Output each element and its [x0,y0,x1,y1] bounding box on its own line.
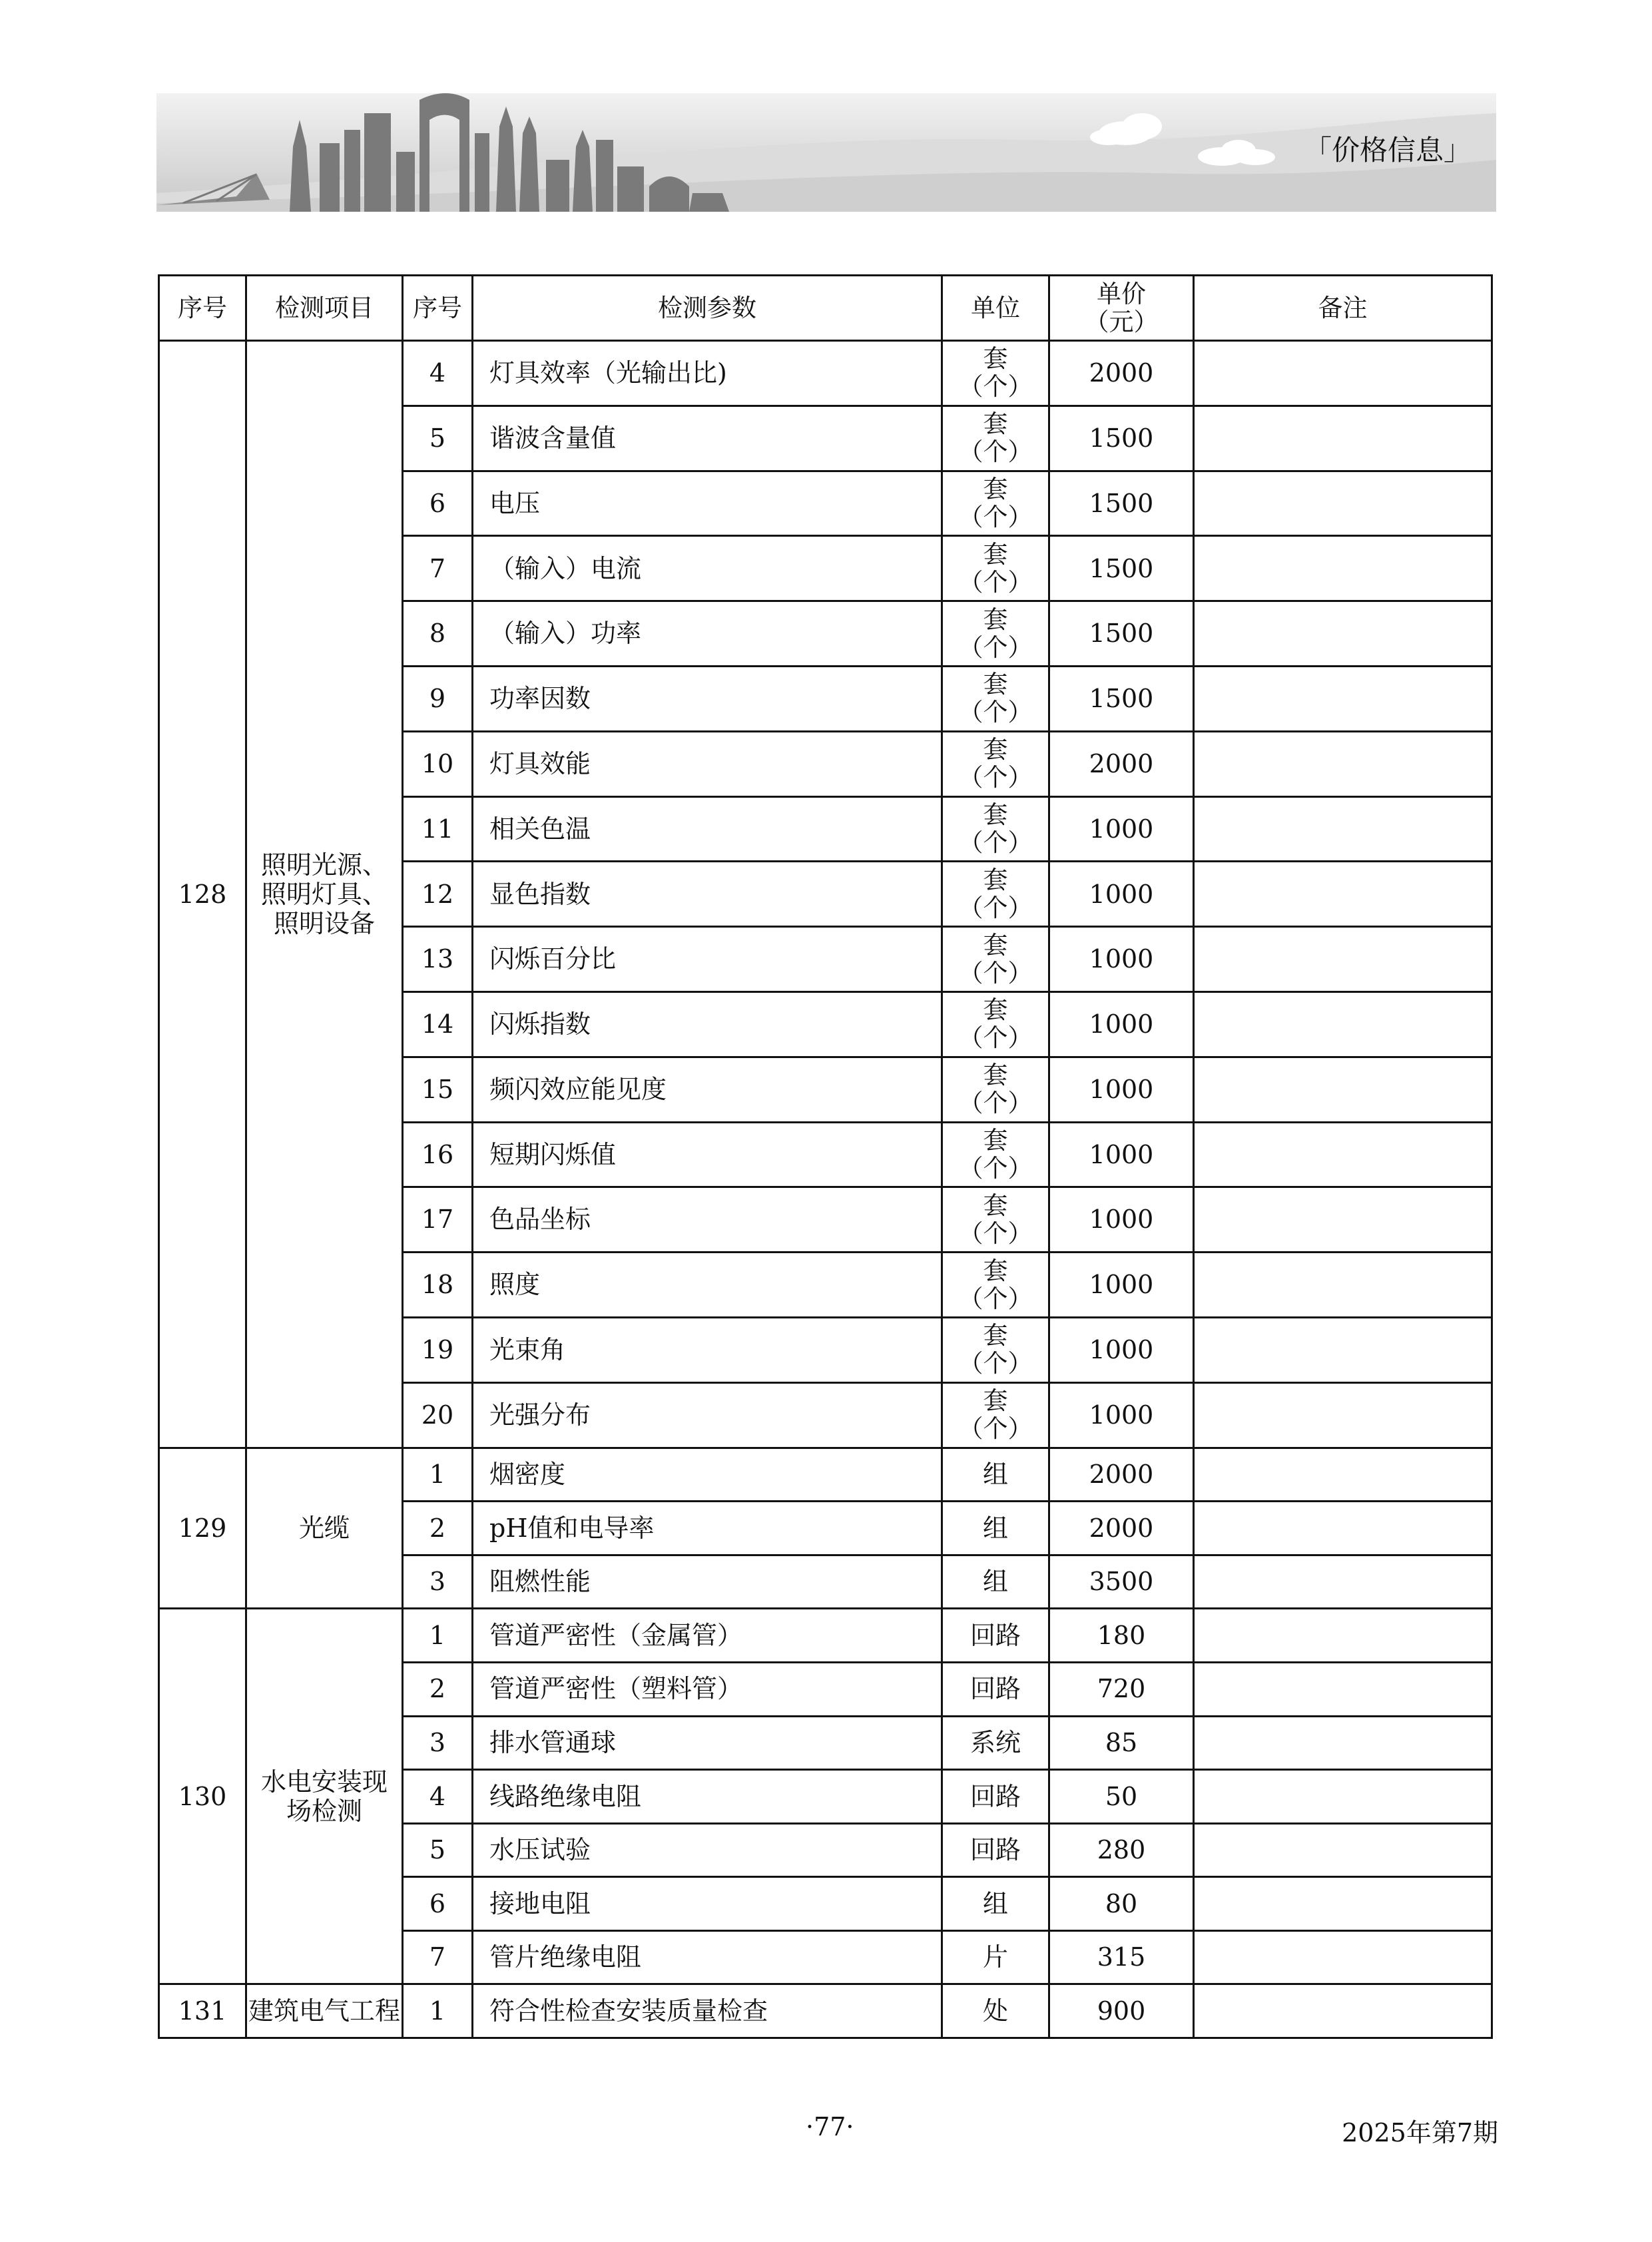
row-price-cell: 1000 [1049,991,1194,1057]
row-sub-seq-cell: 8 [403,601,473,667]
row-sub-seq-cell: 10 [403,731,473,796]
table-row [159,341,1492,406]
group-item-line: 照明设备 [273,908,375,938]
row-remark-cell [1194,1609,1492,1663]
row-param-cell: 灯具效能 [473,731,942,796]
row-unit-cell [942,862,1049,927]
row-price-cell: 720 [1049,1662,1194,1716]
row-sub-seq-cell: 2 [403,1662,473,1716]
row-unit-cell [942,1770,1049,1824]
row-price-cell: 85 [1049,1716,1194,1770]
row-unit-line: 套 [983,995,1008,1025]
header-seq: 序号 [159,276,246,341]
row-unit-cell [942,406,1049,471]
row-remark-cell [1194,1930,1492,1984]
row-param-cell: 相关色温 [473,796,942,862]
row-unit-cell [942,1253,1049,1318]
row-param-cell: 管道严密性（塑料管） [473,1662,942,1716]
row-unit-line: 套 [983,1386,1008,1416]
row-sub-seq-cell: 17 [403,1187,473,1253]
table-body [159,341,1492,2038]
row-price-cell: 2000 [1049,341,1194,406]
row-unit-line: 回路 [969,1781,1021,1811]
row-remark-cell [1194,341,1492,406]
header-unit: 单位 [942,276,1049,341]
row-price-cell: 2000 [1049,1502,1194,1555]
row-unit-line: （个） [958,1219,1033,1248]
row-unit-cell [942,1823,1049,1877]
row-price-cell: 1000 [1049,1382,1194,1448]
row-unit-cell [942,1122,1049,1187]
page-number: ·77· [806,2112,854,2141]
row-price-cell: 1000 [1049,796,1194,862]
row-price-cell: 1000 [1049,1317,1194,1382]
row-unit-cell [942,1448,1049,1502]
row-param-cell: （输入）功率 [473,601,942,667]
row-sub-seq-cell: 2 [403,1502,473,1555]
row-unit-line: （个） [958,958,1033,987]
issue-label: 2025年第7期 [1342,2118,1498,2147]
skyline-banner-graphic [156,93,1496,212]
row-sub-seq-cell: 6 [403,471,473,536]
row-unit-cell [942,991,1049,1057]
group-item-line: 水电安装现 [260,1767,388,1797]
row-unit-line: （个） [958,828,1033,857]
group-seq-cell: 130 [159,1609,246,1984]
row-remark-cell [1194,991,1492,1057]
row-sub-seq-cell: 7 [403,1930,473,1984]
row-unit-line: 片 [982,1942,1008,1972]
row-unit-cell [942,1984,1049,2038]
row-unit-cell [942,471,1049,536]
row-price-cell: 1000 [1049,862,1194,927]
row-param-cell: 线路绝缘电阻 [473,1770,942,1824]
row-unit-cell [942,536,1049,601]
row-unit-line: （个） [958,633,1033,662]
row-unit-cell [942,796,1049,862]
row-unit-line: 套 [983,1256,1008,1285]
row-price-cell: 2000 [1049,1448,1194,1502]
row-remark-cell [1194,1448,1492,1502]
row-price-cell: 1500 [1049,536,1194,601]
row-sub-seq-cell: 4 [403,341,473,406]
row-unit-line: （个） [958,893,1033,922]
row-unit-cell [942,1662,1049,1716]
row-param-cell: 谐波含量值 [473,406,942,471]
row-unit-line: 组 [982,1888,1008,1918]
row-remark-cell [1194,536,1492,601]
row-remark-cell [1194,796,1492,862]
row-remark-cell [1194,1253,1492,1318]
row-unit-line: 套 [983,930,1008,960]
row-unit-line: 系统 [969,1728,1021,1758]
row-unit-cell [942,1877,1049,1931]
row-unit-line: 回路 [969,1620,1021,1650]
group-item-line: 光缆 [298,1513,350,1543]
row-sub-seq-cell: 9 [403,666,473,731]
row-unit-line: 套 [983,800,1008,829]
table-header-row [159,276,1492,341]
row-param-cell: 频闪效应能见度 [473,1057,942,1122]
row-param-cell: 灯具效率（光输出比) [473,341,942,406]
row-unit-line: 套 [983,865,1008,894]
row-price-cell: 1500 [1049,471,1194,536]
row-unit-cell [942,1716,1049,1770]
row-price-cell: 2000 [1049,731,1194,796]
row-unit-line: （个） [958,1023,1033,1053]
group-item-cell [246,1448,403,1609]
row-param-cell: 管片绝缘电阻 [473,1930,942,1984]
row-unit-line: 回路 [969,1674,1021,1704]
row-unit-line: 套 [983,1061,1008,1090]
row-remark-cell [1194,1057,1492,1122]
group-seq-cell: 129 [159,1448,246,1609]
row-param-cell: 符合性检查安装质量检查 [473,1984,942,2038]
row-param-cell: 管道严密性（金属管） [473,1609,942,1663]
group-item-line: 照明灯具、 [260,879,388,909]
row-price-cell: 3500 [1049,1555,1194,1609]
header-item: 检测项目 [246,276,403,341]
row-unit-line: 套 [983,539,1008,569]
header-remark: 备注 [1194,276,1492,341]
row-sub-seq-cell: 5 [403,1823,473,1877]
table-row [159,1984,1492,2038]
row-unit-cell [942,1317,1049,1382]
row-unit-line: 套 [983,1125,1008,1155]
row-unit-cell [942,1382,1049,1448]
row-sub-seq-cell: 15 [403,1057,473,1122]
group-item-cell [246,341,403,1448]
row-sub-seq-cell: 20 [403,1382,473,1448]
row-sub-seq-cell: 4 [403,1770,473,1824]
row-unit-line: （个） [958,437,1033,467]
row-unit-line: 套 [983,605,1008,634]
group-seq-cell: 131 [159,1984,246,2038]
row-unit-cell [942,927,1049,992]
row-param-cell: 短期闪烁值 [473,1122,942,1187]
row-sub-seq-cell: 1 [403,1984,473,2038]
row-sub-seq-cell: 6 [403,1877,473,1931]
row-sub-seq-cell: 5 [403,406,473,471]
row-param-cell: 闪烁百分比 [473,927,942,992]
row-sub-seq-cell: 12 [403,862,473,927]
group-seq-cell: 128 [159,341,246,1448]
row-remark-cell [1194,1877,1492,1931]
row-sub-seq-cell: 14 [403,991,473,1057]
row-remark-cell [1194,1984,1492,2038]
header-param: 检测参数 [473,276,942,341]
row-param-cell: 阻燃性能 [473,1555,942,1609]
row-sub-seq-cell: 19 [403,1317,473,1382]
row-unit-line: （个） [958,1089,1033,1118]
row-unit-line: 组 [982,1513,1008,1543]
row-unit-cell [942,601,1049,667]
row-unit-cell [942,731,1049,796]
row-param-cell: 电压 [473,471,942,536]
row-sub-seq-cell: 7 [403,536,473,601]
row-unit-line: 组 [982,1567,1008,1597]
row-price-cell: 1000 [1049,1057,1194,1122]
row-param-cell: （输入）电流 [473,536,942,601]
row-sub-seq-cell: 3 [403,1716,473,1770]
header-price-line2: （元） [1084,307,1159,336]
row-unit-line: （个） [958,567,1033,597]
row-remark-cell [1194,1502,1492,1555]
row-remark-cell [1194,862,1492,927]
row-unit-cell [942,666,1049,731]
row-unit-line: 套 [983,410,1008,439]
row-price-cell: 280 [1049,1823,1194,1877]
row-unit-line: （个） [958,1153,1033,1183]
row-price-cell: 1000 [1049,1122,1194,1187]
row-sub-seq-cell: 16 [403,1122,473,1187]
row-unit-line: 套 [983,1321,1008,1350]
row-param-cell: 显色指数 [473,862,942,927]
row-remark-cell [1194,471,1492,536]
group-item-line: 建筑电气工程 [248,1996,400,2026]
row-price-cell: 1500 [1049,601,1194,667]
row-remark-cell [1194,1662,1492,1716]
row-unit-line: （个） [958,1349,1033,1378]
row-remark-cell [1194,1770,1492,1824]
row-param-cell: 功率因数 [473,666,942,731]
row-param-cell: 照度 [473,1253,942,1318]
row-unit-cell [942,1187,1049,1253]
row-price-cell: 1000 [1049,1253,1194,1318]
row-unit-cell [942,1555,1049,1609]
table-row [159,1448,1492,1502]
row-remark-cell [1194,601,1492,667]
row-unit-line: 套 [983,474,1008,503]
row-unit-line: 组 [982,1460,1008,1490]
row-price-cell: 180 [1049,1609,1194,1663]
row-sub-seq-cell: 13 [403,927,473,992]
row-remark-cell [1194,1122,1492,1187]
row-remark-cell [1194,1823,1492,1877]
column-label: 「价格信息」 [1303,134,1472,166]
row-unit-line: （个） [958,1284,1033,1313]
row-remark-cell [1194,406,1492,471]
group-item-cell [246,1609,403,1984]
row-sub-seq-cell: 18 [403,1253,473,1318]
header-banner [156,93,1496,212]
row-price-cell: 50 [1049,1770,1194,1824]
row-remark-cell [1194,1317,1492,1382]
header-price-line1: 单价 [1097,280,1146,309]
row-sub-seq-cell: 1 [403,1609,473,1663]
row-param-cell: 排水管通球 [473,1716,942,1770]
header-price [1049,276,1194,341]
row-sub-seq-cell: 1 [403,1448,473,1502]
row-unit-cell [942,1057,1049,1122]
row-unit-cell [942,1502,1049,1555]
row-param-cell: 闪烁指数 [473,991,942,1057]
row-unit-line: 处 [982,1996,1008,2026]
row-remark-cell [1194,731,1492,796]
row-param-cell: 接地电阻 [473,1877,942,1931]
row-price-cell: 1000 [1049,1187,1194,1253]
price-table [158,274,1493,2039]
row-price-cell: 315 [1049,1930,1194,1984]
table-row [159,1609,1492,1663]
row-unit-line: （个） [958,502,1033,531]
row-remark-cell [1194,927,1492,992]
row-unit-cell [942,1930,1049,1984]
row-remark-cell [1194,1555,1492,1609]
row-unit-line: 套 [983,1191,1008,1220]
row-price-cell: 1500 [1049,406,1194,471]
row-unit-line: （个） [958,1414,1033,1444]
row-price-cell: 1500 [1049,666,1194,731]
row-unit-line: （个） [958,372,1033,402]
row-unit-line: 套 [983,735,1008,764]
row-price-cell: 1000 [1049,927,1194,992]
row-param-cell: 光束角 [473,1317,942,1382]
row-param-cell: 色品坐标 [473,1187,942,1253]
row-unit-line: 回路 [969,1835,1021,1865]
group-item-cell [246,1984,403,2038]
row-param-cell: 水压试验 [473,1823,942,1877]
row-remark-cell [1194,1716,1492,1770]
row-price-cell: 900 [1049,1984,1194,2038]
row-unit-line: 套 [983,670,1008,699]
row-param-cell: pH值和电导率 [473,1502,942,1555]
group-item-line: 场检测 [286,1796,362,1826]
row-unit-cell [942,1609,1049,1663]
row-unit-cell [942,341,1049,406]
group-item-line: 照明光源、 [260,850,388,880]
row-sub-seq-cell: 3 [403,1555,473,1609]
row-remark-cell [1194,666,1492,731]
row-param-cell: 烟密度 [473,1448,942,1502]
row-unit-line: 套 [983,344,1008,374]
row-price-cell: 80 [1049,1877,1194,1931]
row-unit-line: （个） [958,698,1033,727]
header-sub-seq: 序号 [403,276,473,341]
row-sub-seq-cell: 11 [403,796,473,862]
row-remark-cell [1194,1382,1492,1448]
row-unit-line: （个） [958,763,1033,792]
row-param-cell: 光强分布 [473,1382,942,1448]
row-remark-cell [1194,1187,1492,1253]
